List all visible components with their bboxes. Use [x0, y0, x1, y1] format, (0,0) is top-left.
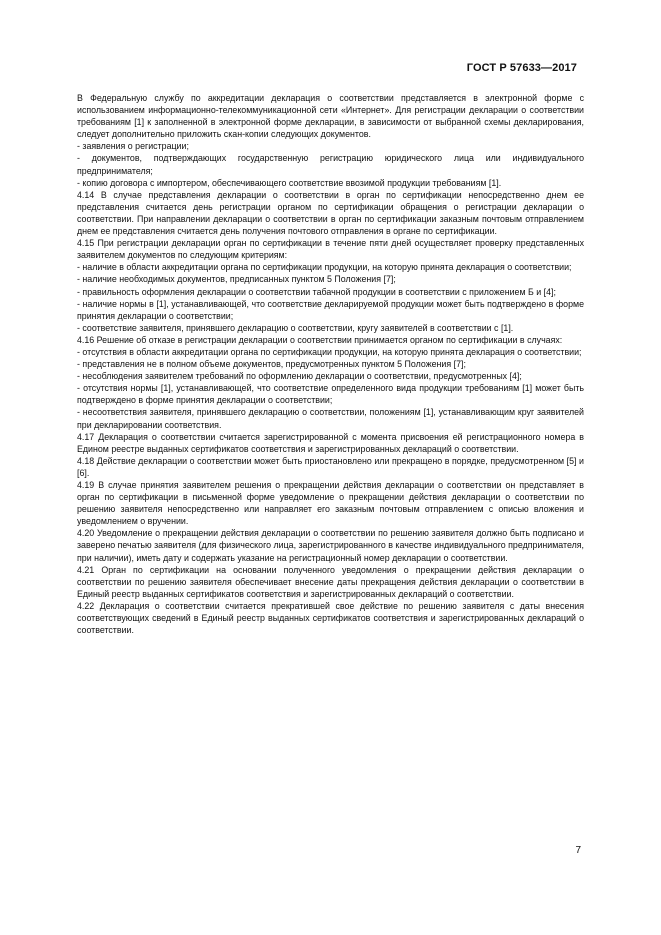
document-code-header: ГОСТ Р 57633—2017 — [466, 62, 577, 74]
paragraph: 4.15 При регистрации декларации орган по сертификации в течение пяти дней осуществляет проверку представленных заявителем документов по следующим критериям: — [77, 238, 584, 261]
list-item: - несоответствия заявителя, принявшего декларацию о соответствии, положениям [1], устанавливающим круг заявителей при декларировании соответствия. — [77, 407, 584, 430]
paragraph: 4.21 Орган по сертификации на основании полученного уведомления о прекращении действия декларации о соответствии по решению заявителя обеспечивает внесение даты прекращения действия декларации о соответствии в Единый реестр выданных сертификатов соответствия и зарегистрированных деклараций о соответствии. — [77, 564, 584, 599]
list-item: - несоблюдения заявителем требований по оформлению декларации о соответствии, предусмотренных [4]; — [77, 371, 522, 382]
list-item: - наличие нормы в [1], устанавливающей, что соответствие декларируемой продукции может быть подтверждено в форме принятия декларации о соответствии; — [77, 298, 584, 321]
list-item: - наличие в области аккредитации органа по сертификации продукции, на которую принята декларация о соответствии; — [77, 262, 572, 273]
page-number: 7 — [575, 845, 581, 856]
paragraph: 4.17 Декларация о соответствии считается зарегистрированной с момента присвоения ей регистрационного номера в Едином реестре выданных сертификатов соответствия и зарегистрированных деклараций о соответствии. — [77, 431, 584, 454]
paragraph: 4.22 Декларация о соответствии считается прекратившей свое действие по решению заявителя с даты внесения соответствующих сведений в Единый реестр выданных сертификатов соответствия и зарегистрированных деклараций о соответствии. — [77, 600, 584, 636]
list-item: - документов, подтверждающих государственную регистрацию юридического лица или индивидуального предпринимателя; — [77, 153, 584, 176]
list-item: - заявления о регистрации; — [77, 141, 189, 152]
paragraph: 4.16 Решение об отказе в регистрации декларации о соответствии принимается органом по сертификации в случаях: — [77, 334, 563, 345]
list-item: - наличие необходимых документов, предписанных пунктом 5 Положения [7]; — [77, 274, 396, 285]
paragraph: В Федеральную службу по аккредитации декларация о соответствии представляется в электронной форме с использованием информационно-телекоммуникационной сети «Интернет». Для регистрации декларации о соответствии требованиям [1] к заполненной в электронной форме декларации, в зависимости от выбранной схемы декларирования, следует дополнительно приложить скан-копии следующих документов. — [77, 93, 584, 140]
list-item: - копию договора с импортером, обеспечивающего соответствие ввозимой продукции требованиям [1]. — [77, 177, 502, 188]
document-body — [77, 92, 584, 636]
list-item: - соответствие заявителя, принявшего декларацию о соответствии, кругу заявителей в соответствии с [1]. — [77, 322, 514, 333]
paragraph: 4.20 Уведомление о прекращении действия декларации о соответствии по решению заявителя должно быть подписано и заверено печатью заявителя (для физического лица, зарегистрированного в качестве индивидуального предпринимателя, при наличии), иметь дату и содержать указание на регистрационный номер декларации о соответствии. — [77, 528, 584, 563]
list-item: - правильность оформления декларации о соответствии табачной продукции в соответствии с приложением Б и [4]; — [77, 286, 556, 297]
list-item: - отсутствия в области аккредитации органа по сертификации продукции, на которую принята декларация о соответствии; — [77, 346, 582, 357]
list-item: - отсутствия нормы [1], устанавливающей, что соответствие определенного вида продукции требованиям [1] может быть подтверждено в форме принятия декларации о соответствии; — [77, 383, 584, 406]
list-item: - представления не в полном объеме документов, предусмотренных пунктом 5 Положения [7]; — [77, 359, 466, 370]
paragraph: 4.19 В случае принятия заявителем решения о прекращении действия декларации о соответствии он представляет в орган по сертификации в письменной форме уведомление о прекращении действия декларации о соответствии по решению заявителя непосредственно или направляет его заказным почтовым отправлением с описью вложения и уведомлением о вручении. — [77, 480, 584, 527]
paragraph: 4.18 Действие декларации о соответствии может быть приостановлено или прекращено в порядке, предусмотренном [5] и [6]. — [77, 455, 584, 478]
paragraph: 4.14 В случае представления декларации о соответствии в орган по сертификации непосредственно днем ее представления считается день регистрации органом по сертификации обращения о регистрации декларации о соответствии. При направлении декларации о соответствии в орган по сертификации заказным почтовым отправлением днем ее представления считается день получения почтового отправления в органе по сертификации. — [77, 189, 584, 237]
